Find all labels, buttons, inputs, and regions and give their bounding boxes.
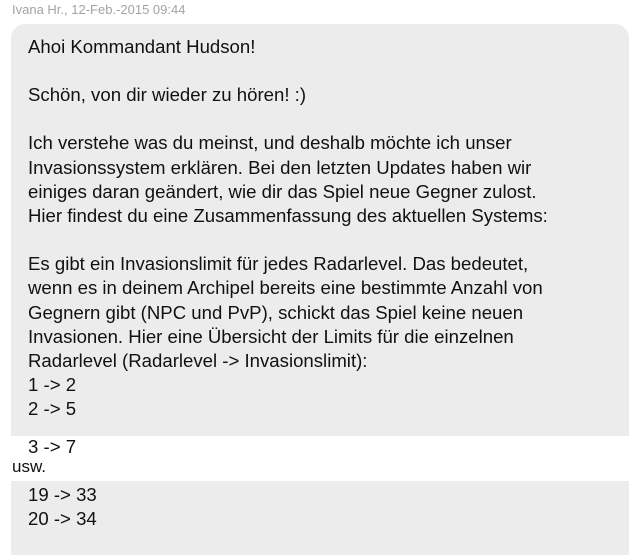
paragraph-line: Radarlevel (Radarlevel -> Invasionslimit):: [28, 350, 368, 372]
welcome-line: Schön, von dir wieder zu hören! :): [28, 84, 307, 106]
limit-entry: 1 -> 2: [28, 374, 77, 396]
paragraph-line: Invasionssystem erklären. Bei den letzten Updates haben wir: [28, 156, 532, 178]
paragraph-line: Ich verstehe was du meinst, und deshalb möchte ich unser: [28, 132, 512, 154]
paragraph-line: wenn es in deinem Archipel bereits eine bestimmte Anzahl von: [28, 277, 543, 299]
limit-entry: 19 -> 33: [28, 484, 97, 505]
limit-entry: 2 -> 5: [28, 398, 77, 420]
ellipsis-note: usw.: [12, 457, 47, 476]
paragraph-line: Invasionen. Hier eine Übersicht der Limits für die einzelnen: [28, 325, 514, 347]
message-bubble-continued: [11, 481, 629, 555]
paragraph-line: einiges daran geändert, wie dir das Spiel neue Gegner zulost.: [28, 180, 537, 202]
message-bubble: [11, 24, 629, 457]
limit-entry: 3 -> 7: [28, 436, 77, 457]
greeting-line: Ahoi Kommandant Hudson!: [28, 36, 256, 57]
paragraph-line: Es gibt ein Invasionslimit für jedes Radarlevel. Das bedeutet,: [28, 253, 529, 275]
message-meta: Ivana Hr., 12-Feb.-2015 09:44: [12, 2, 186, 17]
paragraph-line: Gegnern gibt (NPC und PvP), schickt das Spiel keine neuen: [28, 301, 524, 323]
paragraph-line: Hier findest du eine Zusammenfassung des aktuellen Systems:: [28, 205, 548, 227]
limit-entry: 20 -> 34: [28, 508, 97, 530]
